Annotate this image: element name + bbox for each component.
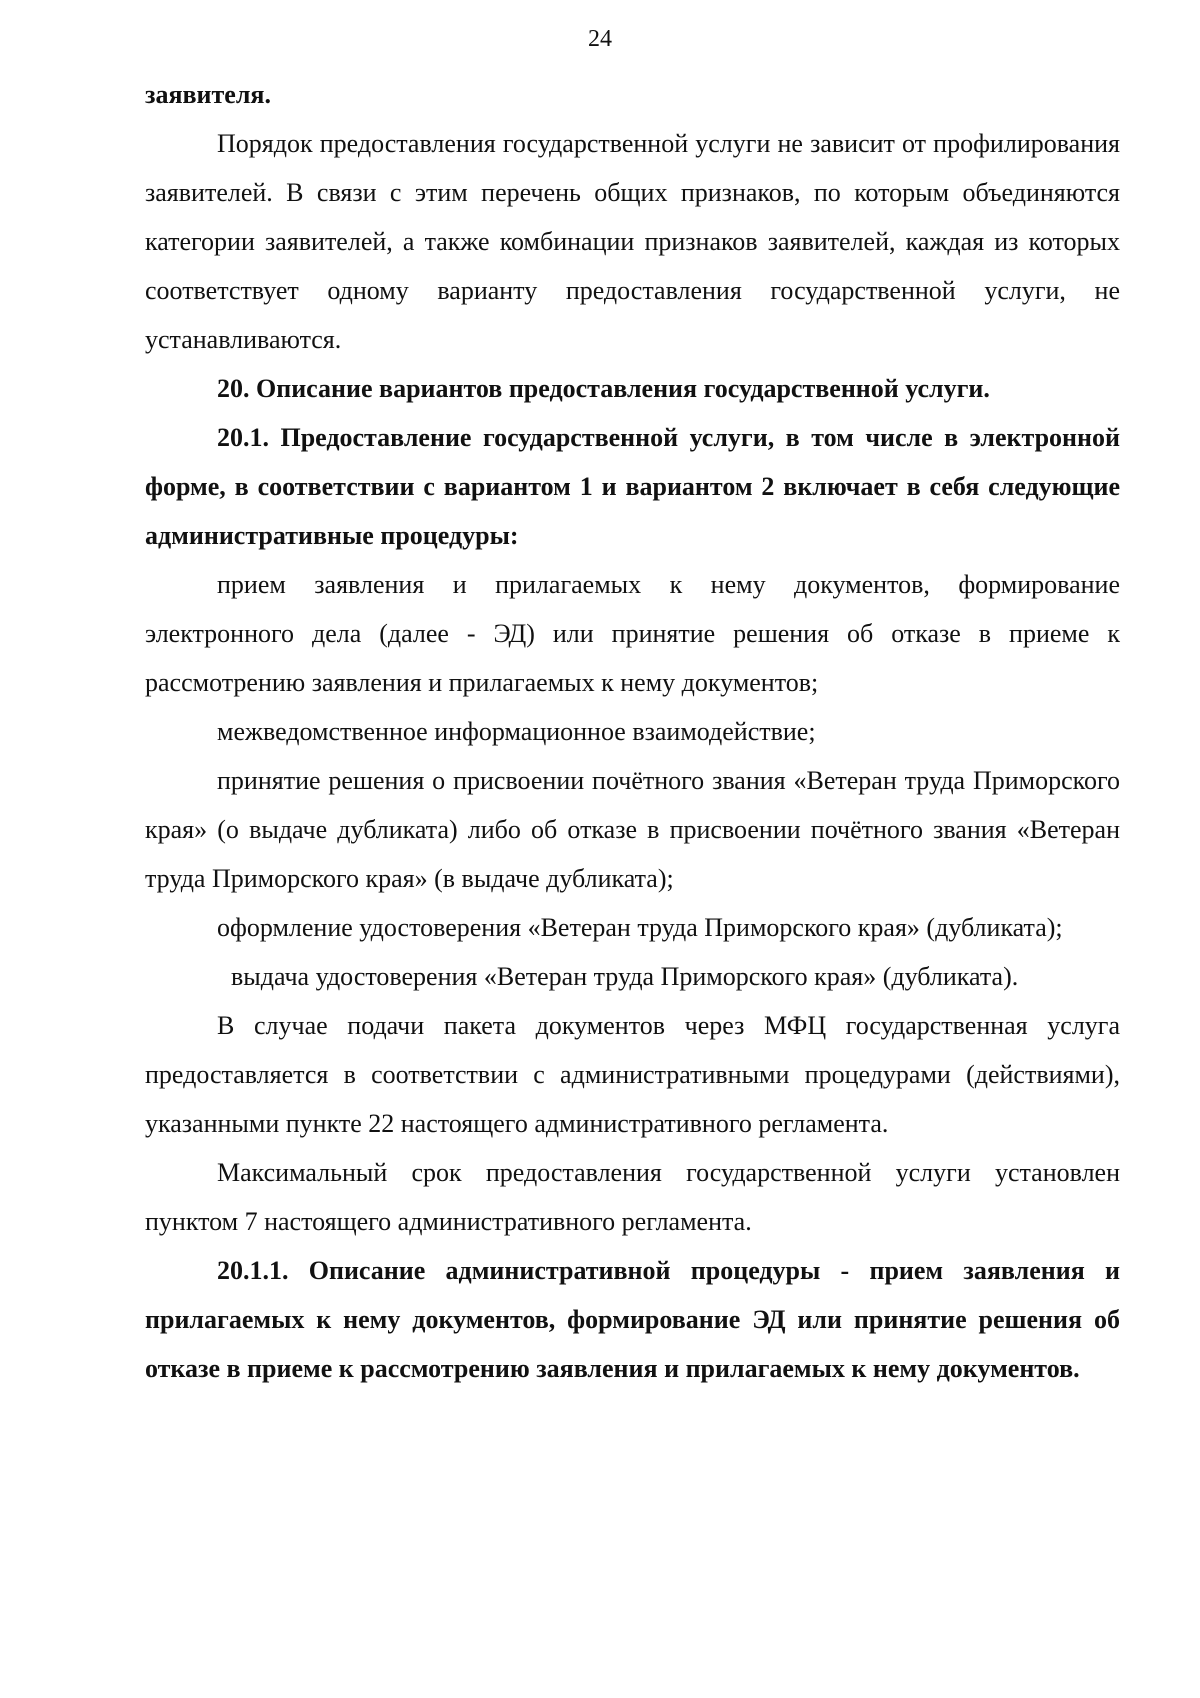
list-item: оформление удостоверения «Ветеран труда Приморского края» (дубликата); [217,913,1063,942]
list-item: межведомственное информационное взаимодействие; [217,717,816,746]
document-body [145,70,1120,1393]
paragraph-profiling: Порядок предоставления государственной услуги не зависит от профилирования заявителей. В связи с этим перечень общих признаков, по которым объединяются категории заявителей, а также комбинации признаков заявителей, каждая из которых соответствует одному варианту предоставления государственной услуги, не устанавливаются. [145,129,1120,354]
list-item: прием заявления и прилагаемых к нему документов, формирование электронного дела (далее - ЭД) или принятие решения об отказе в приеме к рассмотрению заявления и прилагаемых к нему документов; [145,570,1120,697]
paragraph-continuation: заявителя. [145,80,272,109]
paragraph-mfc: В случае подачи пакета документов через МФЦ государственная услуга предоставляется в соответствии с административными процедурами (действиями), указанными пункте 22 настоящего административного регламента. [145,1011,1120,1138]
section-heading-20-1-1: 20.1.1. Описание административной процедуры - прием заявления и прилагаемых к нему документов, формирование ЭД или принятие решения об отказе в приеме к рассмотрению заявления и прилагаемых к нему документов. [145,1256,1120,1383]
paragraph-max-term: Максимальный срок предоставления государственной услуги установлен пунктом 7 настоящего административного регламента. [145,1158,1120,1236]
section-heading-20: 20. Описание вариантов предоставления государственной услуги. [217,374,990,403]
list-item: выдача удостоверения «Ветеран труда Приморского края» (дубликата). [231,962,1019,991]
section-heading-20-1: 20.1. Предоставление государственной услуги, в том числе в электронной форме, в соответствии с вариантом 1 и вариантом 2 включает в себя следующие административные процедуры: [145,423,1120,550]
page-number: 24 [588,26,612,52]
list-item: принятие решения о присвоении почётного звания «Ветеран труда Приморского края» (о выдаче дубликата) либо об отказе в присвоении почётного звания «Ветеран труда Приморского края» (в выдаче дубликата); [145,766,1120,893]
